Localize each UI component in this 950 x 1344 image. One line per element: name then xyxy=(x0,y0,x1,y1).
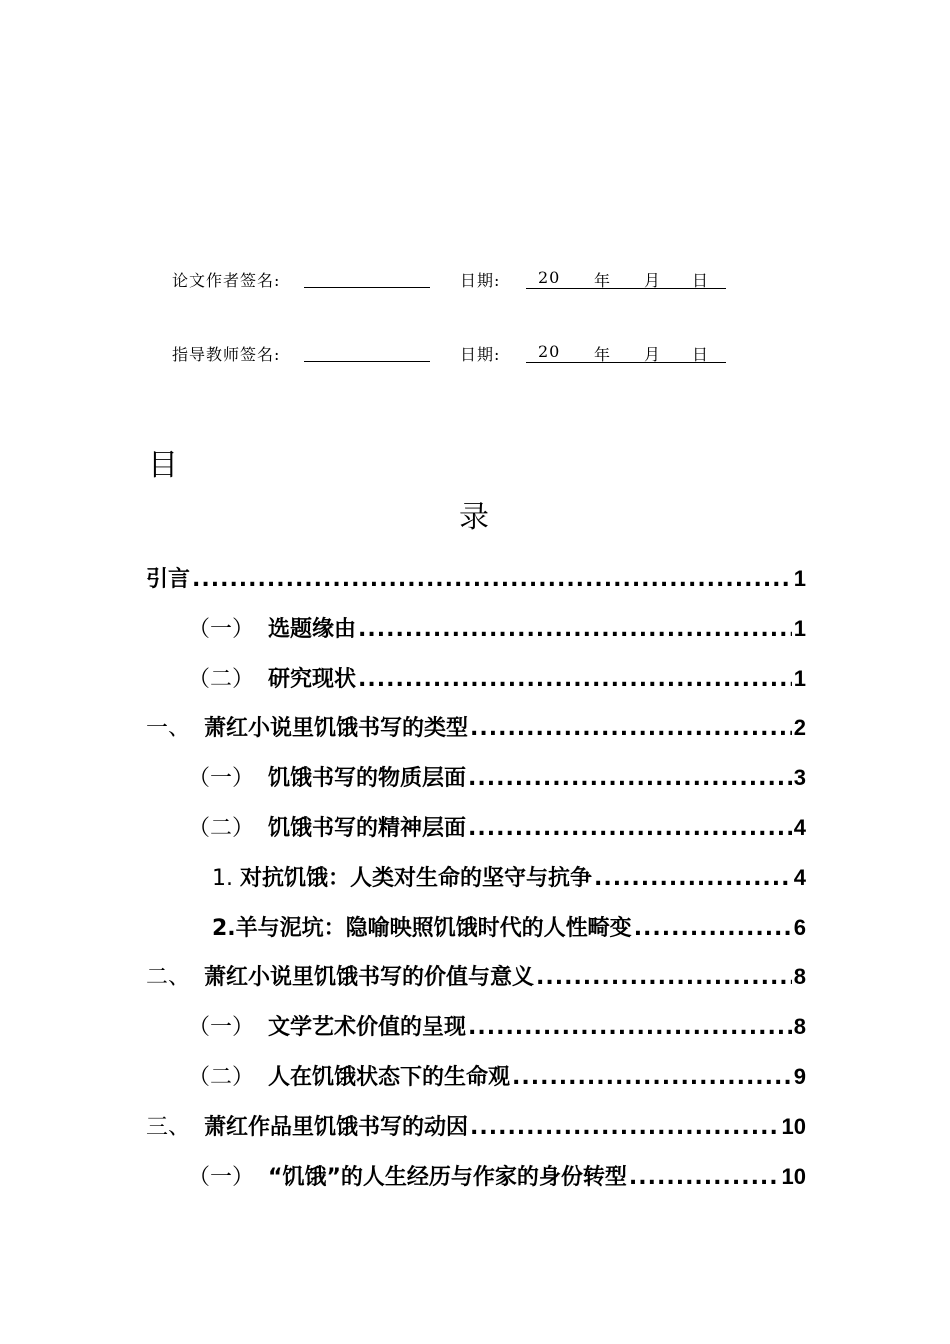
toc-entry-number: （一） xyxy=(188,1165,268,1190)
toc-entry-page: 10 xyxy=(781,1164,806,1189)
toc-entry[interactable] xyxy=(188,1010,806,1046)
advisor-date-year: 年 xyxy=(594,345,612,364)
toc-entry-text: 羊与泥坑：隐喻映照饥饿时代的人性畸变 xyxy=(235,916,632,941)
toc-entry-number: （一） xyxy=(188,766,268,791)
toc-leader-dots xyxy=(512,1065,792,1090)
toc-entry[interactable] xyxy=(212,911,806,947)
toc-entry[interactable] xyxy=(188,1160,806,1196)
toc-entry-page: 1 xyxy=(793,666,806,691)
toc-leader-dots xyxy=(470,716,792,741)
toc-entry-page: 4 xyxy=(793,815,806,840)
toc-entry-page: 10 xyxy=(781,1114,806,1139)
toc-entry[interactable] xyxy=(146,562,806,598)
toc-entry[interactable] xyxy=(188,662,806,698)
toc-entry-number: （一） xyxy=(188,1015,268,1040)
toc-entry-text: 饥饿书写的物质层面 xyxy=(268,766,467,791)
toc-entry-number: 1. xyxy=(212,866,240,891)
toc-entry[interactable] xyxy=(212,861,806,897)
toc-entry-page: 4 xyxy=(793,865,806,890)
toc-entry-text: 对抗饥饿：人类对生命的坚守与抗争 xyxy=(239,866,592,891)
toc-entry-text: 萧红小说里饥饿书写的类型 xyxy=(204,716,469,741)
toc-entry-number: 二、 xyxy=(146,965,204,990)
author-date-label: 日期: xyxy=(460,271,501,290)
toc-entry-page: 3 xyxy=(793,765,806,790)
author-date-year-prefix: 20 xyxy=(538,268,561,287)
advisor-signature-label: 指导教师签名: xyxy=(172,345,281,364)
toc-entry-page: 1 xyxy=(793,566,806,591)
toc-leader-dots xyxy=(192,567,792,592)
toc-entry-text: 研究现状 xyxy=(268,667,357,692)
toc-entry-number: （二） xyxy=(188,816,268,841)
toc-entry-page: 6 xyxy=(793,915,806,940)
toc-entry[interactable] xyxy=(188,811,806,847)
toc-entry-text: 萧红小说里饥饿书写的价值与意义 xyxy=(204,965,535,990)
toc-leader-dots xyxy=(634,916,792,941)
author-signature-line[interactable] xyxy=(304,287,430,288)
author-date-month: 月 xyxy=(644,271,662,290)
toc-entry-page: 9 xyxy=(793,1064,806,1089)
toc-entry-page: 8 xyxy=(793,964,806,989)
advisor-signature-line[interactable] xyxy=(304,361,430,362)
toc-leader-dots xyxy=(468,766,792,791)
advisor-date-label: 日期: xyxy=(460,345,501,364)
advisor-date-day: 日 xyxy=(692,345,710,364)
toc-entry-number: 一、 xyxy=(146,716,204,741)
toc-entry[interactable] xyxy=(146,711,806,747)
author-date-field[interactable] xyxy=(526,268,726,289)
toc-entry-page: 8 xyxy=(793,1014,806,1039)
author-date-day: 日 xyxy=(692,271,710,290)
toc-entry-page: 2 xyxy=(793,715,806,740)
toc-entry-number: 三、 xyxy=(146,1115,204,1140)
toc-entry-text: 选题缘由 xyxy=(268,617,357,642)
toc-entry[interactable] xyxy=(146,1110,806,1146)
advisor-date-year-prefix: 20 xyxy=(538,342,561,361)
toc-leader-dots xyxy=(358,667,792,692)
toc-entry-number: （一） xyxy=(188,617,268,642)
toc-leader-dots xyxy=(468,1015,792,1040)
toc-title-second-char: 录 xyxy=(459,500,489,535)
toc-title-first-char: 目 xyxy=(148,448,178,483)
advisor-date-field[interactable] xyxy=(526,342,726,363)
toc-leader-dots xyxy=(470,1115,780,1140)
toc-entry-text: 文学艺术价值的呈现 xyxy=(268,1015,467,1040)
toc-entry-text: “饥饿”的人生经历与作家的身份转型 xyxy=(268,1165,627,1190)
toc-entry[interactable] xyxy=(188,612,806,648)
toc-entry-page: 1 xyxy=(793,616,806,641)
toc-entry-text: 引言 xyxy=(146,567,191,592)
author-signature-label: 论文作者签名: xyxy=(172,271,281,290)
toc-entry-number: （二） xyxy=(188,1065,268,1090)
toc-entry-text: 饥饿书写的精神层面 xyxy=(268,816,467,841)
toc-leader-dots xyxy=(536,965,792,990)
toc-entry-number: （二） xyxy=(188,667,268,692)
toc-entry-text: 萧红作品里饥饿书写的动因 xyxy=(204,1115,469,1140)
toc-entry-number: 2. xyxy=(212,916,236,941)
toc-leader-dots xyxy=(468,816,792,841)
toc-entry[interactable] xyxy=(188,761,806,797)
toc-entry[interactable] xyxy=(146,960,806,996)
author-date-year: 年 xyxy=(594,271,612,290)
toc-entry-text: 人在饥饿状态下的生命观 xyxy=(268,1065,511,1090)
toc-leader-dots xyxy=(358,617,792,642)
toc-entry[interactable] xyxy=(188,1060,806,1096)
toc-leader-dots xyxy=(629,1165,780,1190)
toc-leader-dots xyxy=(594,866,792,891)
advisor-date-month: 月 xyxy=(644,345,662,364)
